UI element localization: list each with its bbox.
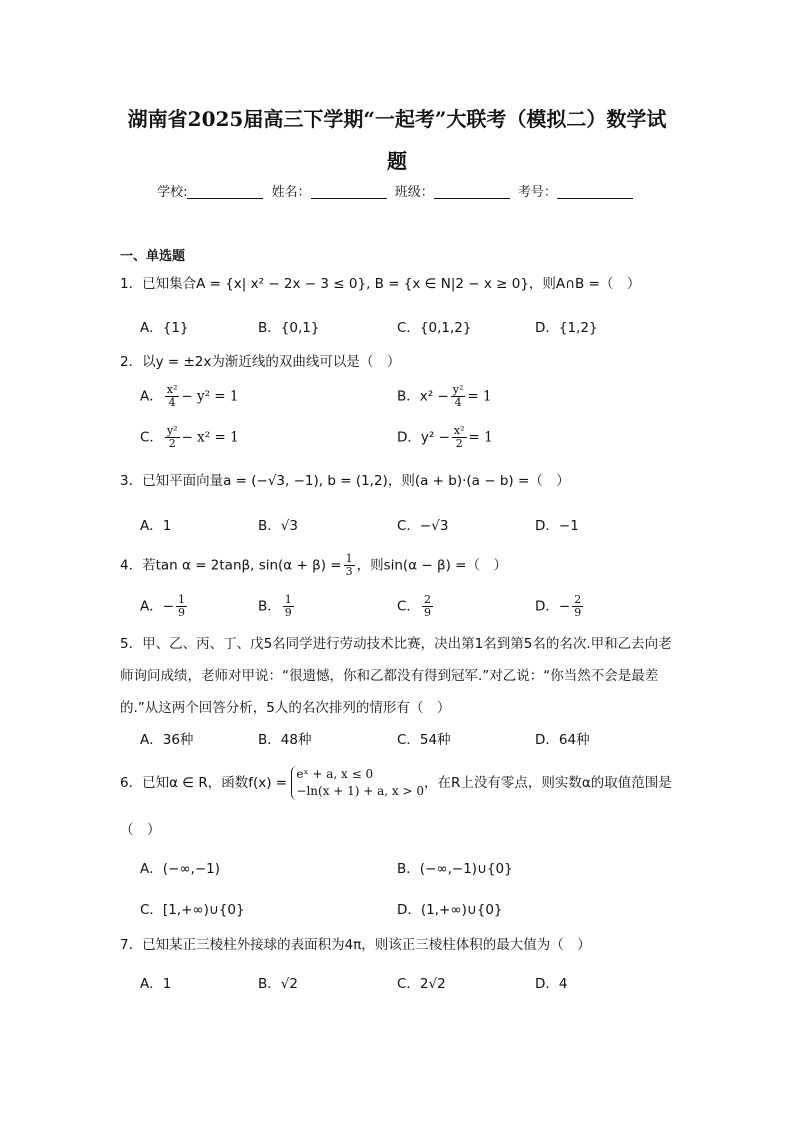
q4-a-denominator: 9 <box>178 606 186 619</box>
q2-option-d <box>397 425 493 450</box>
q2-a-denominator: 4 <box>168 396 176 409</box>
q4-b-fraction <box>283 594 294 619</box>
q1-option-d: D．{1,2} <box>535 320 598 336</box>
q4-d-fraction <box>572 594 583 619</box>
q4-stem-denominator: 3 <box>345 565 353 578</box>
q4-a-numerator: 1 <box>178 593 186 606</box>
q2-option-b <box>397 384 492 409</box>
q2-b-denominator: 4 <box>454 396 462 409</box>
section-heading: 一、单选题 <box>120 249 186 264</box>
q3-option-d: D．−1 <box>535 518 579 534</box>
q4-c-numerator: 2 <box>423 593 431 606</box>
q2-d-denominator: 2 <box>455 437 463 450</box>
q2-b-numerator: y² <box>452 383 464 396</box>
q6-case-1: eˣ + a, x ≤ 0 <box>296 767 374 781</box>
q3-option-b: B．√3 <box>258 518 298 534</box>
q4-a-prefix: A．− <box>140 598 175 615</box>
q5-option-b: B．48种 <box>258 732 312 748</box>
class-blank <box>434 184 510 199</box>
q4-c-denominator: 9 <box>423 606 431 619</box>
q2-d-suffix: = 1 <box>468 429 493 446</box>
q4-b-numerator: 1 <box>284 593 292 606</box>
q2-option-c <box>140 425 239 450</box>
q4-option-d <box>535 594 585 619</box>
q4-option-c <box>397 594 435 619</box>
exam-number-label: 考号： <box>517 185 557 200</box>
q6-option-b: B．(−∞,−1)∪{0} <box>397 861 513 877</box>
q1-option-a: A．{1} <box>140 320 189 336</box>
q4-b-denominator: 9 <box>284 606 292 619</box>
q4-d-prefix: D．− <box>535 598 571 615</box>
school-blank <box>187 184 263 199</box>
q4-d-denominator: 9 <box>574 606 582 619</box>
q2-a-numerator: x² <box>166 383 178 396</box>
q7-option-a: A．1 <box>140 976 172 992</box>
q6-option-c: C．[1,+∞)∪{0} <box>140 902 245 918</box>
q4-stem-prefix: 4．若tan α = 2tanβ, sin(α + β) = <box>120 557 342 574</box>
q2-b-suffix: = 1 <box>467 388 492 405</box>
q4-stem-suffix: ，则sin(α − β) =（ ） <box>356 557 507 574</box>
exam-title-line1: 湖南省2025届高三下学期“一起考”大联考（模拟二）数学试 <box>127 107 667 131</box>
question-4-stem <box>120 553 507 578</box>
q5-option-d: D．64种 <box>535 732 590 748</box>
q2-option-a <box>140 384 239 409</box>
q5-option-c: C．54种 <box>397 732 451 748</box>
question-1-stem: 1．已知集合A = {x| x² − 2x − 3 ≤ 0}, B = {x ∈ N|2 − x ≥ 0}，则A∩B =（ ） <box>120 276 641 292</box>
name-label: 姓名： <box>271 185 311 200</box>
question-3-stem: 3．已知平面向量a = (−√3, −1), b = (1,2)，则(a + b)·(a − b) =（ ） <box>120 473 570 489</box>
q6-option-a: A．(−∞,−1) <box>140 861 221 877</box>
q4-option-a <box>140 594 189 619</box>
q2-b-fraction <box>451 384 466 409</box>
q3-option-c: C．−√3 <box>397 518 449 534</box>
q2-b-prefix: B．x² − <box>397 388 449 405</box>
q6-stem-prefix: 6．已知α ∈ R，函数f(x) = <box>120 775 288 791</box>
q6-stem-suffix: ，在R上没有零点，则实数α的取值范围是 <box>424 775 672 791</box>
exam-title-line2: 题 <box>387 149 407 173</box>
q4-a-fraction <box>176 594 187 619</box>
school-label: 学校: <box>157 185 188 200</box>
exam-number-blank <box>557 184 633 199</box>
q6-stem-tail: （ ） <box>120 822 161 838</box>
q4-stem-fraction <box>344 553 355 578</box>
q4-stem-numerator: 1 <box>345 552 353 565</box>
q2-a-suffix: − y² = 1 <box>181 388 239 405</box>
question-5-stem: 5．甲、乙、丙、丁、戊5名同学进行劳动技术比赛，决出第1名到第5名的名次.甲和乙去向老师询问成绩，老师对甲说：“很遗憾，你和乙都没有得到冠军.”对乙说：“你当然不会是最差的.”从这两个回答分析，5人的名次排列的情形有（ ） <box>120 636 672 716</box>
q2-c-numerator: y² <box>166 424 178 437</box>
q2-d-numerator: x² <box>453 424 465 437</box>
q4-c-fraction <box>422 594 433 619</box>
q2-c-fraction <box>165 425 180 450</box>
q1-option-b: B．{0,1} <box>258 320 320 336</box>
q4-c-prefix: C． <box>397 598 420 615</box>
q3-option-a: A．1 <box>140 518 172 534</box>
question-2-stem: 2．以y = ±2x为渐近线的双曲线可以是（ ） <box>120 354 401 370</box>
class-label: 班级： <box>394 185 434 200</box>
q2-d-prefix: D．y² − <box>397 429 450 446</box>
q2-a-fraction <box>165 384 180 409</box>
q6-option-d: D．(1,+∞)∪{0} <box>397 902 503 918</box>
question-7-stem: 7．已知某正三棱柱外接球的表面积为4π，则该正三棱柱体积的最大值为（ ） <box>120 937 591 953</box>
q7-option-c: C．2√2 <box>397 976 446 992</box>
q4-option-b <box>258 594 296 619</box>
q4-b-prefix: B． <box>258 598 281 615</box>
q5-option-a: A．36种 <box>140 732 194 748</box>
q2-a-prefix: A． <box>140 388 163 405</box>
name-blank <box>311 184 387 199</box>
q7-option-b: B．√2 <box>258 976 298 992</box>
q7-option-d: D．4 <box>535 976 568 992</box>
student-info-row <box>0 181 794 200</box>
q2-c-suffix: − x² = 1 <box>181 429 239 446</box>
q2-c-prefix: C． <box>140 429 163 446</box>
q6-case-2: −ln(x + 1) + a, x > 0 <box>296 784 425 798</box>
q2-d-fraction <box>452 425 467 450</box>
q2-c-denominator: 2 <box>168 437 176 450</box>
q1-option-c: C．{0,1,2} <box>397 320 472 336</box>
q6-piecewise <box>291 766 424 800</box>
q4-d-numerator: 2 <box>574 593 582 606</box>
question-6-stem <box>120 766 672 800</box>
